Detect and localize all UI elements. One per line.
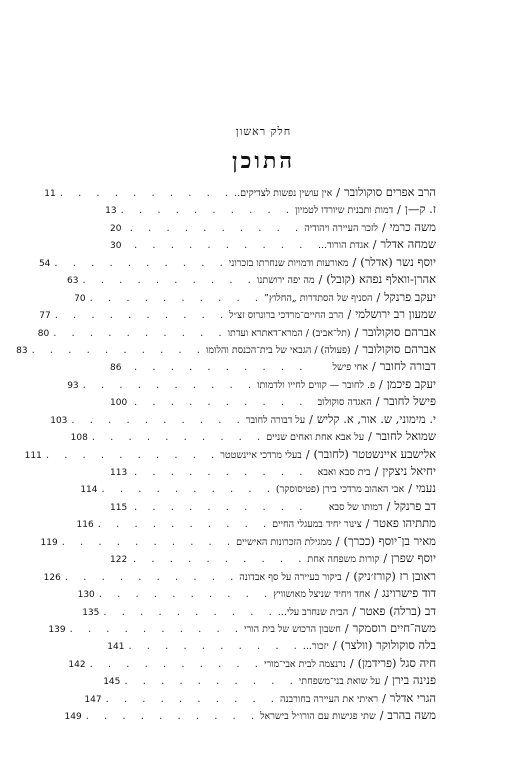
toc-entry-author: ראובן רז (קורז׳ניק) xyxy=(353,568,436,583)
toc-entry-page-number: 115 xyxy=(110,502,128,513)
toc-entry xyxy=(38,254,436,271)
toc-entry-page-number: 135 xyxy=(82,607,100,618)
toc-entry-title: פ. לחובר — קווים לחייו ולדמותו xyxy=(257,379,375,391)
toc-entry xyxy=(74,289,436,306)
toc-entry-title: לזכר העיירה ויהודיה xyxy=(304,222,378,234)
toc-entry-page-number: 119 xyxy=(40,537,58,548)
toc-entry-title: האגדה סוקולוב xyxy=(317,397,372,409)
toc-entry-title: ראיתי את העיירה בחורבנה xyxy=(279,693,379,705)
toc-entry-separator: / xyxy=(384,674,389,688)
toc-entry xyxy=(50,411,436,428)
toc-entry xyxy=(110,550,436,567)
toc-entry-author: דב פרנקל xyxy=(394,498,436,513)
toc-entry-title: בעלי מרדכי איינשטטר xyxy=(220,449,302,461)
toc-entry xyxy=(24,446,436,463)
toc-entry-page-number: 149 xyxy=(64,712,82,723)
toc-entry-title: (תל־אביב) / המרא־דאתרא ועדתו xyxy=(227,327,351,339)
toc-entry-page-number: 100 xyxy=(110,398,128,409)
toc-entry-leader-dots: . . . . . . . . . . xyxy=(105,693,280,705)
toc-entry-title: דמותו של סבא xyxy=(328,501,383,513)
toc-entry-leader-dots: . . . . . . . . . . xyxy=(69,623,244,635)
toc-entry-separator: / xyxy=(383,552,388,566)
toc-entry-leader-dots: . . . . . . . . . . xyxy=(54,310,230,322)
toc-entry-page-number: 142 xyxy=(68,659,86,670)
toc-entry-author: משה בהרב xyxy=(387,708,436,723)
toc-entry-author: נעמי xyxy=(415,481,436,496)
toc-entry-page-number: 11 xyxy=(44,189,56,199)
toc-entry-title: יזכור... xyxy=(302,641,329,653)
toc-entry-page-number: 77 xyxy=(39,311,51,322)
toc-entry-title: אחד ויחיד שניצל מאושוויץ xyxy=(273,589,371,601)
toc-entry-leader-dots: . . . . . . . . . . xyxy=(53,327,228,339)
toc-entry-separator: / xyxy=(347,308,352,322)
toc-entry xyxy=(39,306,436,323)
toc-entry xyxy=(110,358,436,375)
toc-entry-separator: / xyxy=(378,377,383,391)
toc-entry xyxy=(110,236,436,253)
toc-entry-leader-dots: . . . . . . . . . . xyxy=(54,257,229,269)
toc-entry-author: שמואל לחובר xyxy=(375,429,436,444)
toc-entry-leader-dots: . . . . . . . . . . xyxy=(103,606,278,618)
toc-entry xyxy=(76,515,436,532)
toc-entry xyxy=(107,637,436,654)
toc-entry-separator: / xyxy=(349,656,354,670)
toc-entry-separator: / xyxy=(372,360,376,374)
toc-entry-leader-dots: . . . . . . . . . . xyxy=(89,658,264,670)
toc-entry-page-number: 80 xyxy=(37,328,50,339)
toc-entry-page-number: 13 xyxy=(105,206,117,217)
toc-entry-author: יעקב פיכמן xyxy=(386,376,436,391)
toc-entry-title: ממגילת הזכרונות האישיים xyxy=(236,536,332,548)
toc-entry-author: יחיאל ניצקין xyxy=(382,464,436,478)
toc-entry-leader-dots: . . . . . . . . . . xyxy=(91,432,267,444)
toc-entry-page-number: 103 xyxy=(50,415,68,426)
toc-entry xyxy=(110,393,436,410)
toc-entry-page-number: 86 xyxy=(110,363,122,374)
toc-entry-separator: / xyxy=(344,621,349,635)
toc-entry xyxy=(48,620,436,637)
toc-entry-separator: / xyxy=(336,186,341,199)
part-heading: חלק ראשון xyxy=(235,125,292,138)
toc-entry-leader-dots: . . . . . . . . . . xyxy=(85,711,261,723)
toc-entry-author: יוסף שפרן xyxy=(391,551,436,566)
toc-entry xyxy=(70,428,436,445)
toc-entry-author: י. מימוני, ש. אור, א. קליש xyxy=(316,411,436,426)
toc-entry-separator: / xyxy=(386,499,391,513)
toc-entry-leader-dots: . . . . . . . . . . xyxy=(134,240,309,252)
toc-entry xyxy=(82,603,436,620)
toc-entry-separator: / xyxy=(408,482,412,496)
table-of-contents xyxy=(16,184,436,725)
toc-entry xyxy=(64,707,436,724)
toc-entry-leader-dots: . . . . . . . . . . xyxy=(61,536,237,548)
toc-entry-title: דמות ותבנית שיורדו לטמיון xyxy=(295,205,394,217)
toc-entry-author: דב (ברלה) פאטר xyxy=(359,603,436,618)
toc-entry xyxy=(110,498,436,515)
toc-entry-title: מה יפה ירושתנו xyxy=(256,275,315,287)
toc-entry xyxy=(40,533,436,550)
toc-entry-leader-dots: . . . . . . . . . . xyxy=(45,449,221,461)
toc-entry-title: אגדת הורוד... xyxy=(317,240,369,252)
toc-entry-title: אין עושין נפשות לצדיקים.. xyxy=(234,188,333,199)
toc-entry-title: על שואת בני־משפחתי xyxy=(298,676,381,688)
toc-entry-leader-dots: . . . . . . . . . . xyxy=(82,379,258,391)
toc-entry-separator: / xyxy=(352,604,356,618)
toc-entry-page-number: 108 xyxy=(70,433,88,444)
toc-entry-page-number: 83 xyxy=(16,345,28,356)
toc-entry-separator: / xyxy=(374,587,378,601)
toc-entry xyxy=(110,219,436,236)
toc-entry-separator: / xyxy=(352,255,357,269)
toc-entry-page-number: 114 xyxy=(80,485,98,496)
toc-entry xyxy=(84,690,436,707)
toc-entry-leader-dots: . . . . . . . . . . xyxy=(129,222,305,234)
toc-entry-title: על אבא אחת ואחים שניים xyxy=(266,432,365,444)
toc-entry-author: חיה סגל (פרידמן) xyxy=(357,655,436,670)
toc-entry-separator: / xyxy=(374,465,379,478)
toc-entry-leader-dots: . . . . . . . . . . xyxy=(134,362,309,374)
toc-entry-page-number: 126 xyxy=(43,572,61,583)
toc-entry xyxy=(105,201,436,218)
toc-entry-author: דבורה לחובר xyxy=(379,359,436,374)
toc-entry xyxy=(103,672,436,689)
toc-entry-separator: / xyxy=(382,691,386,705)
toc-entry-page-number: 93 xyxy=(67,380,79,391)
toc-entry-leader-dots: . . . . . . . . . . xyxy=(120,205,296,217)
toc-entry-leader-dots: . . . . . . . . . . xyxy=(64,571,240,583)
toc-entry-separator: / xyxy=(379,709,384,723)
toc-entry-author: הרב אפרים סוקולובר xyxy=(344,185,436,199)
toc-entry-author: מתתיהו פאטר xyxy=(373,516,436,531)
toc-entry-title: הרב החיים־מרדכי ברונרוס זצ״ל xyxy=(229,310,344,322)
toc-entry-page-number: 130 xyxy=(77,590,95,601)
toc-entry-separator: / xyxy=(354,325,359,339)
toc-entry xyxy=(67,271,436,288)
toc-entry-separator: / xyxy=(381,220,386,234)
toc-entry-author: משה־חיים רוסמקר xyxy=(352,620,436,635)
toc-entry-author: שמחה אדלר xyxy=(380,237,436,252)
toc-entry-title: צינור יחיד במעגלי החיים xyxy=(272,519,362,531)
toc-entry xyxy=(67,376,436,393)
toc-entry-leader-dots: . . . . . . . . . . xyxy=(98,589,274,601)
toc-entry-page-number: 63 xyxy=(67,276,79,287)
toc-entry-leader-dots: . . . . . . . . . . xyxy=(89,292,265,304)
toc-entry-title: מאורעות ודמויות שנחרתו בזכרוני xyxy=(228,257,349,269)
toc-entry-page-number: 141 xyxy=(107,642,125,653)
toc-entry-leader-dots: . . . . . . . . . . xyxy=(134,467,309,478)
toc-entry-title: ביקור בעיירה על סף אבדונה xyxy=(239,571,342,583)
toc-entry-leader-dots: . . . . . . . . . . xyxy=(71,414,246,426)
toc-entry-page-number: 139 xyxy=(48,624,66,635)
toc-entry-author: בלה סוקולוקר (וולצר) xyxy=(340,638,436,653)
toc-entry-title: על דבורה לחובר xyxy=(245,414,306,426)
toc-entry-leader-dots: . . . . . . . . . . xyxy=(128,641,303,653)
toc-entry-author: הגרי אדלר xyxy=(389,690,436,705)
toc-entry-separator: / xyxy=(354,342,359,356)
toc-entry-author: פישל לחובר xyxy=(383,394,436,409)
toc-entry-separator: / xyxy=(397,203,401,217)
toc-entry-title: נרנצמה לבית אבי־מורי xyxy=(263,658,346,670)
toc-entry-page-number: 113 xyxy=(110,468,128,478)
toc-entry-page-number: 54 xyxy=(38,258,51,269)
toc-entry-author: אלישבע איינשטטר (לחובר) xyxy=(313,446,436,461)
toc-entry-leader-dots: . . . . . . . . . . xyxy=(97,519,273,531)
toc-entry xyxy=(77,585,436,602)
toc-entry-title: אבי האהוב מרדכי בירן (פטיסוסקר) xyxy=(275,484,405,496)
toc-entry-page-number: 122 xyxy=(110,555,128,566)
toc-entry-page-number: 30 xyxy=(110,241,122,252)
toc-entry-page-number: 20 xyxy=(110,223,122,234)
toc-entry-title: (פעולה) / הגבאי של בית־הכנסת והלומו xyxy=(205,344,351,356)
toc-entry-separator: / xyxy=(309,412,313,426)
toc-entry-separator: / xyxy=(335,534,340,548)
toc-entry-author: אברהם סוקולובר xyxy=(362,341,436,356)
toc-entry-separator: / xyxy=(368,430,372,444)
toc-entry-leader-dots: . . . . . . . . . . xyxy=(82,275,257,287)
toc-entry-author: פנינה בירן xyxy=(392,673,436,688)
toc-entry-author: ז. ק—ן xyxy=(404,202,436,217)
toc-entry-page-number: 147 xyxy=(84,694,102,705)
toc-entry-leader-dots: . . . . . . . . . . xyxy=(101,484,276,496)
toc-entry-leader-dots: . . . . . . . . . . xyxy=(31,344,206,356)
toc-entry-title: קורות משפחה אחת xyxy=(307,554,380,566)
toc-entry-author: שמעון רב ירושלמי xyxy=(355,307,436,322)
toc-entry-author: יעקב פרנקל xyxy=(384,289,436,304)
toc-entry-title: אחי פישל xyxy=(332,362,369,374)
toc-entry xyxy=(16,341,436,358)
toc-entry-leader-dots: . . . . . . . . . . xyxy=(134,501,309,513)
toc-entry-leader-dots: . . . . . . . . . . xyxy=(124,676,299,688)
toc-entry xyxy=(44,184,436,201)
toc-entry-leader-dots: . . . . . . . . . . xyxy=(134,397,309,409)
toc-entry-page-number: 70 xyxy=(74,293,86,304)
toc-entry-separator: / xyxy=(318,273,323,287)
toc-entry-author: משה כרמי xyxy=(389,219,436,234)
toc-entry-separator: / xyxy=(365,517,370,531)
toc-entry-author: אברהם סוקולובר xyxy=(362,324,436,339)
toc-entry-separator: / xyxy=(345,569,350,583)
toc-entry-author: אהרן-וואלף נפהא (קובל) xyxy=(326,272,436,287)
toc-entry-page-number: 116 xyxy=(76,520,94,531)
toc-entry-title: חשבון הרכוש של בית הורי xyxy=(244,623,341,635)
toc-entry-separator: / xyxy=(305,447,310,461)
toc-entry-separator: / xyxy=(375,395,380,409)
toc-entry-leader-dots: . . . . . . . . . . xyxy=(133,554,308,566)
toc-entry xyxy=(110,463,436,480)
toc-entry-title: הבית שנחרב עלי... xyxy=(277,606,349,618)
toc-entry-leader-dots: . . . . . . . . . . xyxy=(59,188,235,199)
toc-entry-title: הסניף של הסתדרות „החלוץ” xyxy=(264,292,373,304)
toc-entry-separator: / xyxy=(332,639,337,653)
toc-entry-separator: / xyxy=(372,238,377,252)
toc-entry-page-number: 111 xyxy=(24,450,42,461)
toc-entry-author: מאיר בן־יוסף (ככרך) xyxy=(343,533,436,548)
toc-entry-separator: / xyxy=(376,290,381,304)
toc-entry xyxy=(37,324,436,341)
toc-entry xyxy=(68,655,436,672)
toc-entry-page-number: 145 xyxy=(103,677,121,688)
toc-entry-author: יוסף נשר (אדלר) xyxy=(360,254,436,269)
toc-entry xyxy=(43,568,436,585)
toc-entry xyxy=(80,480,436,497)
toc-entry-title: בית סבא ואבא xyxy=(317,467,371,478)
toc-entry-author: דוד פישרוינג xyxy=(382,586,436,601)
page-title: התוכן xyxy=(231,148,296,174)
toc-entry-title: שתי פגישות עם הורו״ל בישראל xyxy=(260,711,376,723)
